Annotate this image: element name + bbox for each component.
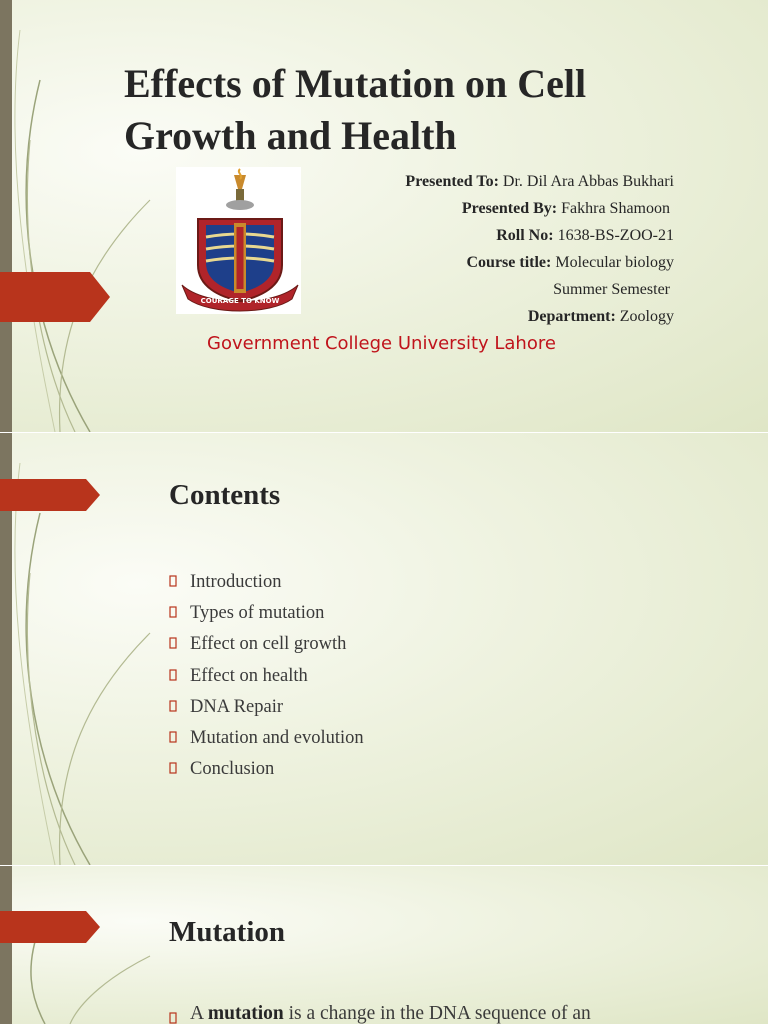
list-item — [169, 723, 364, 754]
contents-list — [169, 567, 364, 785]
bullet-icon — [169, 606, 177, 618]
info-row-presented-to — [334, 168, 674, 195]
list-item-label: Mutation and evolution — [190, 727, 364, 748]
university-crest-icon — [176, 167, 301, 314]
list-item-label: DNA Repair — [190, 696, 283, 717]
accent-arrow — [0, 272, 110, 322]
info-row-semester — [334, 276, 674, 303]
university-name: Government College University Lahore — [207, 333, 556, 354]
info-value: Dr. Dil Ara Abbas Bukhari — [502, 173, 674, 190]
list-item-label: Effect on cell growth — [190, 634, 347, 655]
list-item — [169, 567, 364, 598]
bullet-icon — [169, 700, 177, 712]
para-rest: is a change in the DNA sequence of an — [288, 1003, 591, 1024]
info-label: Presented By: — [461, 200, 558, 217]
list-item-label: Effect on health — [190, 665, 308, 686]
bullet-icon — [169, 1012, 177, 1024]
list-item — [169, 692, 364, 723]
info-label: Roll No: — [496, 227, 554, 244]
mutation-slide — [0, 866, 768, 1024]
para-bold-term: mutation — [207, 1003, 284, 1024]
para-lead: A — [190, 1003, 204, 1024]
list-item — [169, 661, 364, 692]
info-row-presented-by — [334, 195, 674, 222]
list-item-label: Introduction — [190, 572, 282, 592]
slide-title: Effects of Mutation on Cell Growth and Health — [124, 61, 587, 158]
bullet-icon — [169, 731, 177, 743]
bullet-icon — [169, 762, 177, 774]
bullet-icon — [169, 669, 177, 681]
svg-text:COURAGE TO KNOW: COURAGE TO KNOW — [200, 297, 280, 305]
list-item-label: Conclusion — [190, 759, 275, 780]
list-item — [169, 629, 364, 660]
mutation-heading: Mutation — [169, 916, 285, 948]
info-value: 1638-BS-ZOO-21 — [557, 227, 674, 244]
bullet-icon — [169, 637, 177, 649]
info-label: Department: — [527, 308, 616, 325]
title-slide — [0, 0, 768, 432]
list-item — [169, 598, 364, 629]
info-row-course-title — [334, 249, 674, 276]
list-item — [169, 754, 364, 785]
contents-slide — [0, 433, 768, 865]
accent-arrow — [0, 479, 100, 511]
info-value: Molecular biology — [555, 254, 674, 271]
bullet-icon — [169, 575, 177, 587]
presenter-info — [334, 168, 674, 330]
info-row-department — [334, 303, 674, 330]
contents-heading: Contents — [169, 479, 281, 511]
info-value: Summer Semester — [553, 281, 670, 298]
info-value: Zoology — [619, 308, 674, 325]
accent-arrow — [0, 911, 100, 943]
info-label: Course title: — [466, 254, 552, 271]
info-row-roll-no — [334, 222, 674, 249]
info-value: Fakhra Shamoon — [561, 200, 670, 217]
info-label: Presented To: — [405, 173, 499, 190]
mutation-definition — [169, 1003, 768, 1024]
university-logo — [176, 167, 301, 314]
list-item-label: Types of mutation — [190, 603, 325, 624]
